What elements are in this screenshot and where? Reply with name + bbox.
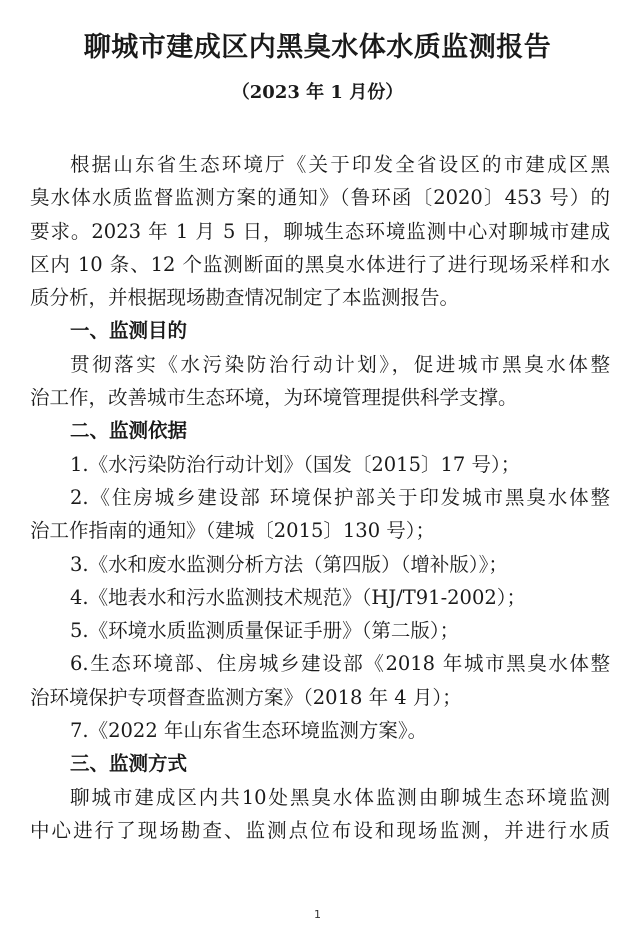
section-heading: 一、监测目的	[70, 319, 188, 343]
list-item: 6.生态环境部、住房城乡建设部《2018 年城市黑臭水体整	[70, 652, 610, 676]
list-item: 4.《地表水和污水监测技术规范》（HJ/T91-2002）；	[70, 585, 527, 609]
list-item: 2.《住房城乡建设部 环境保护部关于印发城市黑臭水体整	[70, 485, 610, 509]
document-subtitle: （2023 年 1 月份）	[231, 82, 404, 103]
page-number: 1	[314, 908, 321, 921]
section-heading: 三、监测方式	[70, 752, 188, 776]
paragraph-line: 区内 10 条、12 个监测断面的黑臭水体进行了进行现场采样和水	[30, 252, 610, 276]
document-title: 聊城市建成区内黑臭水体水质监测报告	[83, 32, 552, 63]
section-heading: 二、监测依据	[70, 419, 188, 443]
paragraph-line: 要求。2023 年 1 月 5 日，聊城生态环境监测中心对聊城市建成	[30, 219, 610, 243]
paragraph-line: 贯彻落实《水污染防治行动计划》，促进城市黑臭水体整	[70, 352, 610, 376]
paragraph-line: 质分析，并根据现场勘查情况制定了本监测报告。	[30, 286, 460, 310]
list-item-continuation: 治环境保护专项督查监测方案》（2018 年 4 月）；	[30, 685, 462, 709]
list-item: 5.《环境水质监测质量保证手册》（第二版）；	[70, 619, 460, 643]
paragraph-line: 中心进行了现场勘查、监测点位布设和现场监测，并进行水质	[30, 818, 610, 842]
paragraph-line: 臭水体水质监督监测方案的通知》（鲁环函〔2020〕453 号）的	[30, 186, 610, 210]
document-body	[30, 148, 610, 847]
list-item-continuation: 治工作指南的通知》（建城〔2015〕130 号）；	[30, 519, 436, 543]
paragraph-line: 治工作，改善城市生态环境，为环境管理提供科学支撑。	[30, 386, 518, 410]
list-item: 7.《2022 年山东省生态环境监测方案》。	[70, 719, 428, 743]
list-item: 1.《水污染防治行动计划》（国发〔2015〕17 号）；	[70, 452, 521, 476]
paragraph-line: 根据山东省生态环境厅《关于印发全省设区的市建成区黑	[70, 153, 610, 176]
paragraph-line: 聊城市建成区内共10处黑臭水体监测由聊城生态环境监测	[70, 785, 610, 809]
list-item: 3.《水和废水监测分析方法（第四版）（增补版）》；	[70, 552, 508, 576]
